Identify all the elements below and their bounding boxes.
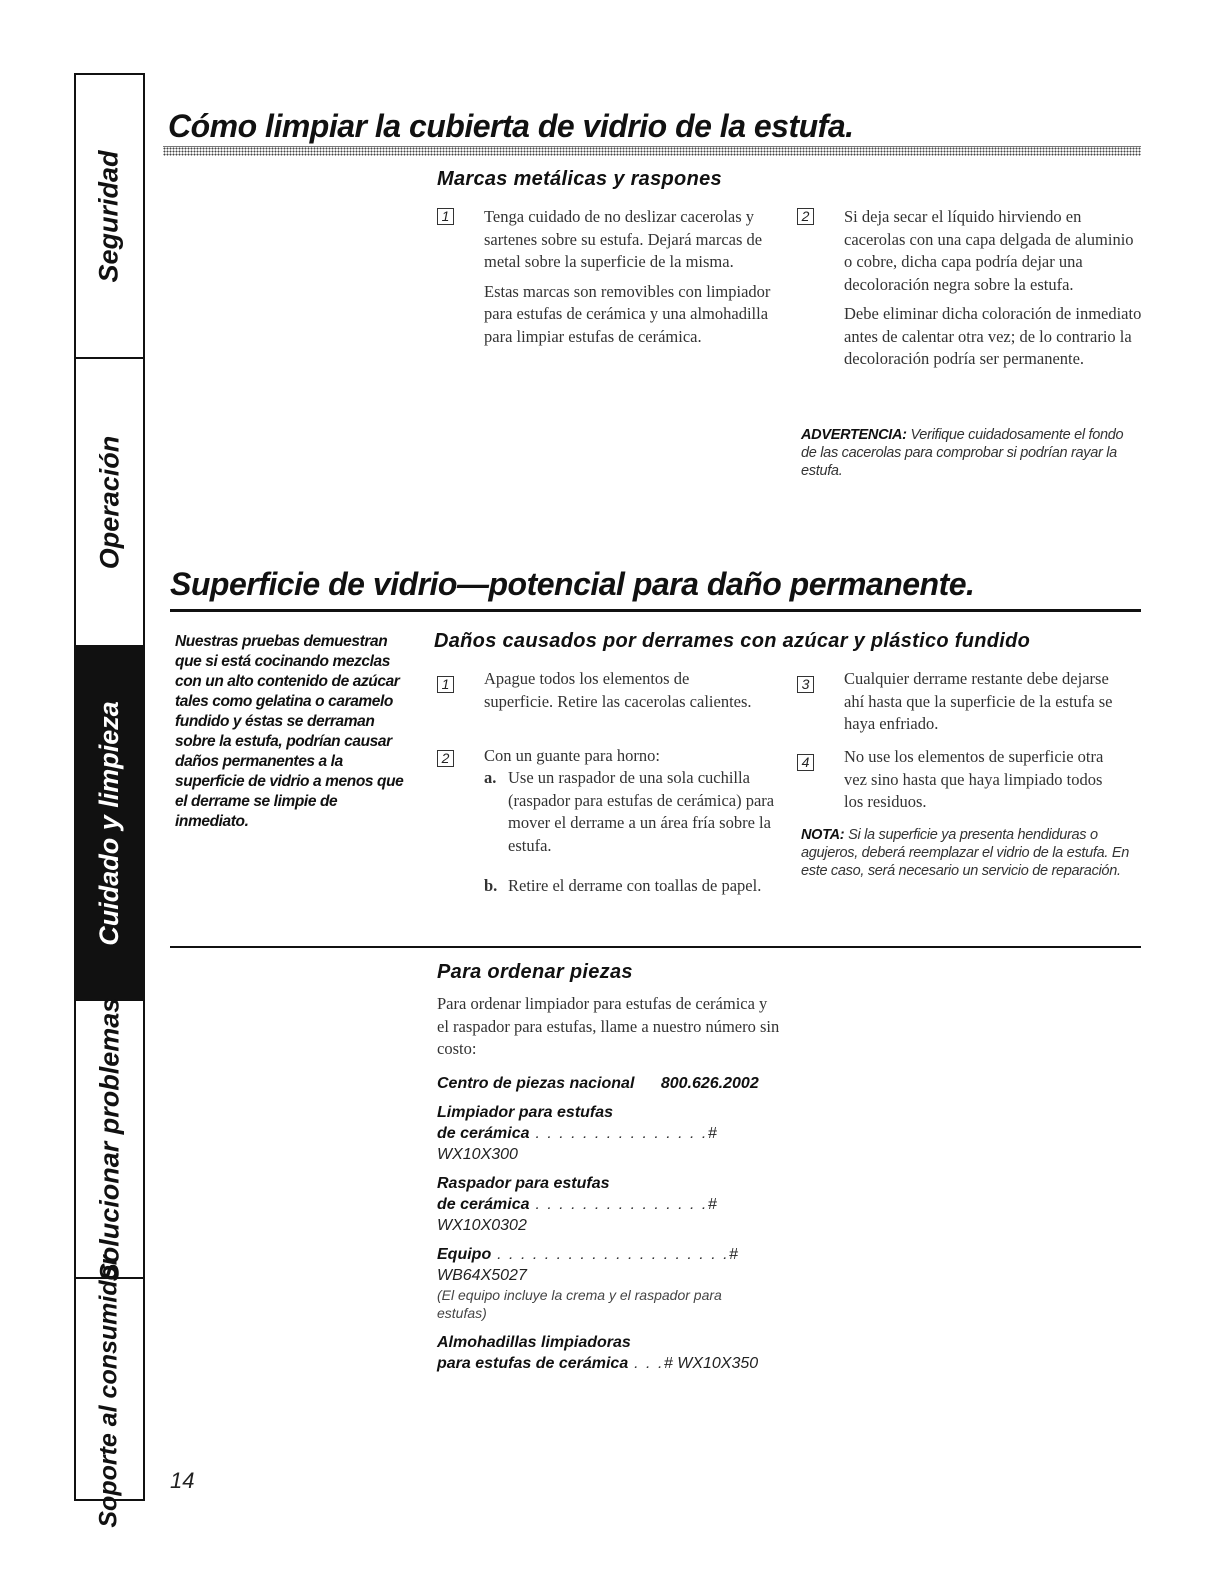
leader-dots: . . . . . . . . . . . . . . . . . . . . [491,1246,730,1263]
section-title-cleaning: Cómo limpiar la cubierta de vidrio de la estufa. [168,108,854,144]
substep-text: Use un raspador de una sola cuchilla (raspador para estufas de cerámica) para mover el derrame a un área fría sobre la estufa. [508,768,775,855]
tab-cuidado-y-limpieza[interactable] [76,647,143,1001]
substep-letter: b. [484,876,498,895]
step-text: No use los elementos de superficie otra vez sino hasta que haya limpiado todos los residuos. [844,747,1104,811]
step-paragraph: Estas marcas son removibles con limpiador para estufas de cerámica y una almohadilla para limpiar estufas de cerámica. [484,281,771,346]
leader-dots: . . . [628,1355,664,1372]
parts-item-row [437,1194,797,1236]
tab-label: Soporte al consumidor [95,1254,124,1528]
parts-item-row [437,1244,797,1286]
subtitle-metal-marks: Marcas metálicas y raspones [437,168,722,190]
spill-step-2 [437,745,777,925]
parts-item-row [437,1353,797,1374]
parts-item-label: de cerámica [437,1196,530,1213]
tab-label: Seguridad [94,149,124,283]
parts-item-label: Almohadillas limpiadoras [437,1334,631,1351]
spill-step-1 [437,668,777,738]
leader-dots: . . . . . . . . . . . . . . . [529,1125,708,1142]
step-paragraph: Debe eliminar dicha coloración de inmediato antes de calentar otra vez; de lo contrario la decoloración podría ser permanente. [844,304,1142,368]
parts-center-row [437,1073,797,1094]
step-number: 1 [437,208,454,225]
step-text: Cualquier derrame restante debe dejarse ahí hasta que la superficie de la estufa se haya enfriado. [844,669,1113,733]
step-text: Con un guante para horno: [484,746,660,765]
tab-soporte-al-consumidor[interactable] [76,1254,143,1528]
subtitle-order-parts: Para ordenar piezas [437,961,633,983]
substep-letter: a. [484,768,497,787]
step-paragraph: Si deja secar el líquido hirviendo en cacerolas con una capa delgada de aluminio o cobre, dicha capa podría dejar una decoloración negra sobre la estufa. [844,207,1134,294]
step-number: 3 [797,676,814,693]
note-label: NOTA: [801,827,845,843]
tab-label: Operación [94,435,125,569]
tab-label: Cuidado y limpieza [94,700,125,946]
step-number: 4 [797,754,814,771]
step-paragraph: Tenga cuidado de no deslizar cacerolas y sartenes sobre su estufa. Dejará marcas de metal sobre la superficie de la misma. [484,207,763,271]
leader-dots: . . . . . . . . . . . . . . . [529,1196,708,1213]
parts-item-label: Equipo [437,1246,492,1263]
section-rule [170,609,1141,612]
note-text: Si la superficie ya presenta hendiduras o agujeros, deberá reemplazar el vidrio de la estufa. En este caso, será necesario un servicio de reparación. [801,827,1129,879]
side-note-sugar: Nuestras pruebas demuestran que si está cocinando mezclas con un alto contenido de azúcar tales como gelatina o caramelo fundido y éstas se derraman sobre la estufa, podrían causar daños permanentes a la superficie de vidrio a menos que el derrame se limpie de inmediato. [175,633,404,830]
parts-list [437,1073,797,1374]
repair-note [801,826,1131,880]
step-number: 2 [437,750,454,767]
subtitle-sugar-spills: Daños causados por derrames con azúcar y plástico fundido [434,630,1031,652]
title-rule [163,146,1141,156]
parts-center-phone: 800.626.2002 [660,1075,759,1092]
parts-item-note: (El equipo incluye la crema y el raspador para estufas) [437,1287,722,1321]
substep-a [484,767,784,857]
parts-item-label: para estufas de cerámica [437,1355,629,1372]
section-tabs [74,73,145,1528]
page-number: 14 [170,1468,195,1493]
parts-item-code: # WX10X0302 [437,1196,717,1234]
parts-center-label: Centro de piezas nacional [437,1075,635,1092]
section-title-glass-damage: Superficie de vidrio—potencial para daño permanente. [170,566,975,602]
tab-seguridad[interactable] [76,75,143,359]
step-text: Apague todos los elementos de superficie. Retire las cacerolas calientes. [484,669,752,711]
section-rule [170,946,1141,948]
parts-item-label: de cerámica [437,1125,530,1142]
step-number: 2 [797,208,814,225]
parts-item-code: # WX10X300 [437,1125,717,1163]
parts-item-row [437,1123,797,1165]
step-number: 1 [437,676,454,693]
substep-text: Retire el derrame con toallas de papel. [508,876,762,895]
parts-item-label: Raspador para estufas [437,1175,610,1192]
parts-item-code: # WX10X350 [663,1355,759,1372]
tab-operacion[interactable] [76,359,143,647]
parts-item-code: # WB64X5027 [437,1246,738,1284]
warning-note [801,426,1141,480]
order-intro: Para ordenar limpiador para estufas de cerámica y el raspador para estufas, llame a nuestro número sin costo: [437,994,780,1058]
tab-solucionar-problemas[interactable] [76,997,143,1281]
warning-label: ADVERTENCIA: [801,427,907,443]
parts-item-label: Limpiador para estufas [437,1104,614,1121]
tab-label: Solucionar problemas [94,997,125,1281]
warning-text: Verifique cuidadosamente el fondo de las cacerolas para comprobar si podrían rayar la estufa. [801,427,1124,479]
